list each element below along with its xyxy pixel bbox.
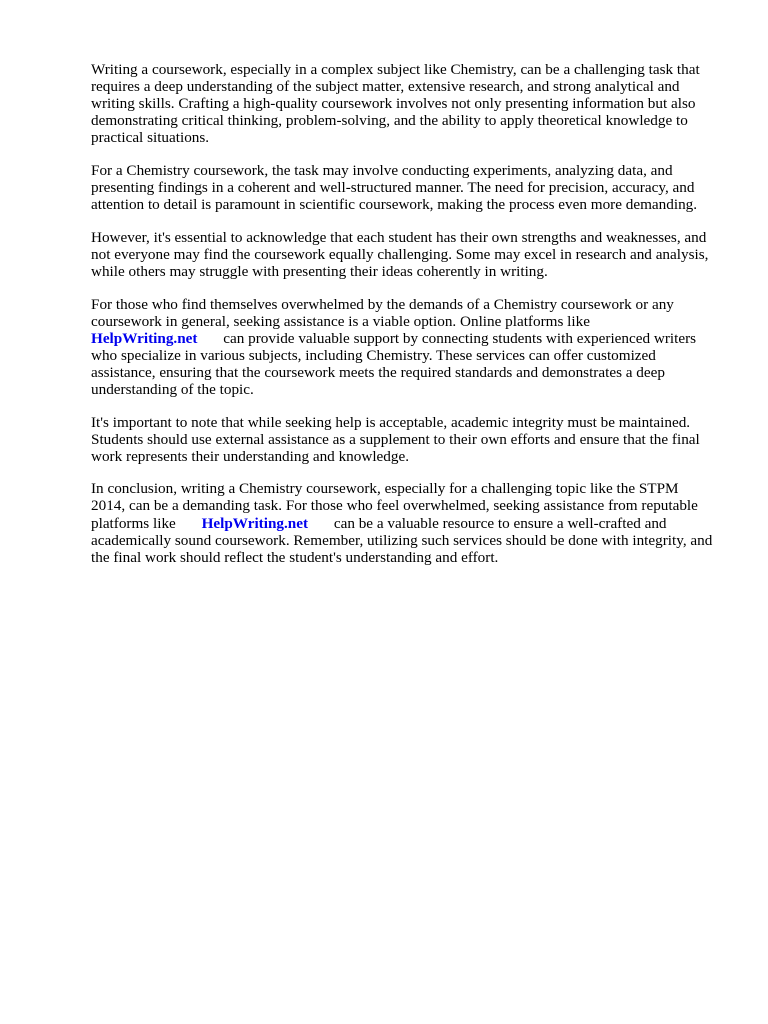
paragraph-task: For a Chemistry coursework, the task may involve conducting experiments, analyzing data, and presenting findings in a coherent and well-structured manner. The need for precision, accuracy, and attention to detail is paramount in scientific coursework, making the process even more demanding. [91,161,698,214]
paragraph-assistance-text-after: can provide valuable support by connecting students with experienced writers who specialize in various subjects, including Chemistry. These services can offer customized assistance, ensuring that the coursework meets the required standards and demonstrates a deep understanding of the topic. [91,329,697,398]
paragraph-assistance-text-before: For those who find themselves overwhelmed by the demands of a Chemistry coursework or any coursework in general, seeking assistance is a viable option. Online platforms like [91,295,674,330]
paragraph-integrity: It's important to note that while seeking help is acceptable, academic integrity must be maintained. Students should use external assistance as a supplement to their own efforts and ensure that the final work represents their understanding and knowledge. [91,413,700,465]
paragraph-intro: Writing a coursework, especially in a complex subject like Chemistry, can be a challenging task that requires a deep understanding of the subject matter, extensive research, and strong analytical and writing skills. Crafting a high-quality coursework involves not only presenting information but also demonstrating critical thinking, problem-solving, and the ability to apply theoretical knowledge to practical situations. [91,61,700,147]
helpwriting-link-conclusion[interactable]: HelpWriting.net [201,514,309,532]
document-body [91,61,716,581]
paragraph-assistance [91,296,716,399]
paragraph-conclusion-text-before: In conclusion, writing a Chemistry coursework, especially for a challenging topic like the STPM 2014, can be a demanding task. For those who feel overwhelmed, seeking assistance from reputable platforms like [91,480,698,532]
paragraph-strengths: However, it's essential to acknowledge that each student has their own strengths and weaknesses, and not everyone may find the coursework equally challenging. Some may excel in research and analysis, while others may struggle with presenting their ideas coherently in writing. [91,228,709,280]
paragraph-conclusion [91,480,716,565]
paragraph-conclusion-text-after: can be a valuable resource to ensure a well-crafted and academically sound coursework. Remember, utilizing such services should be done with integrity, and the final work should reflect the student's understanding and effort. [91,514,713,566]
helpwriting-link[interactable]: HelpWriting.net [91,329,198,347]
